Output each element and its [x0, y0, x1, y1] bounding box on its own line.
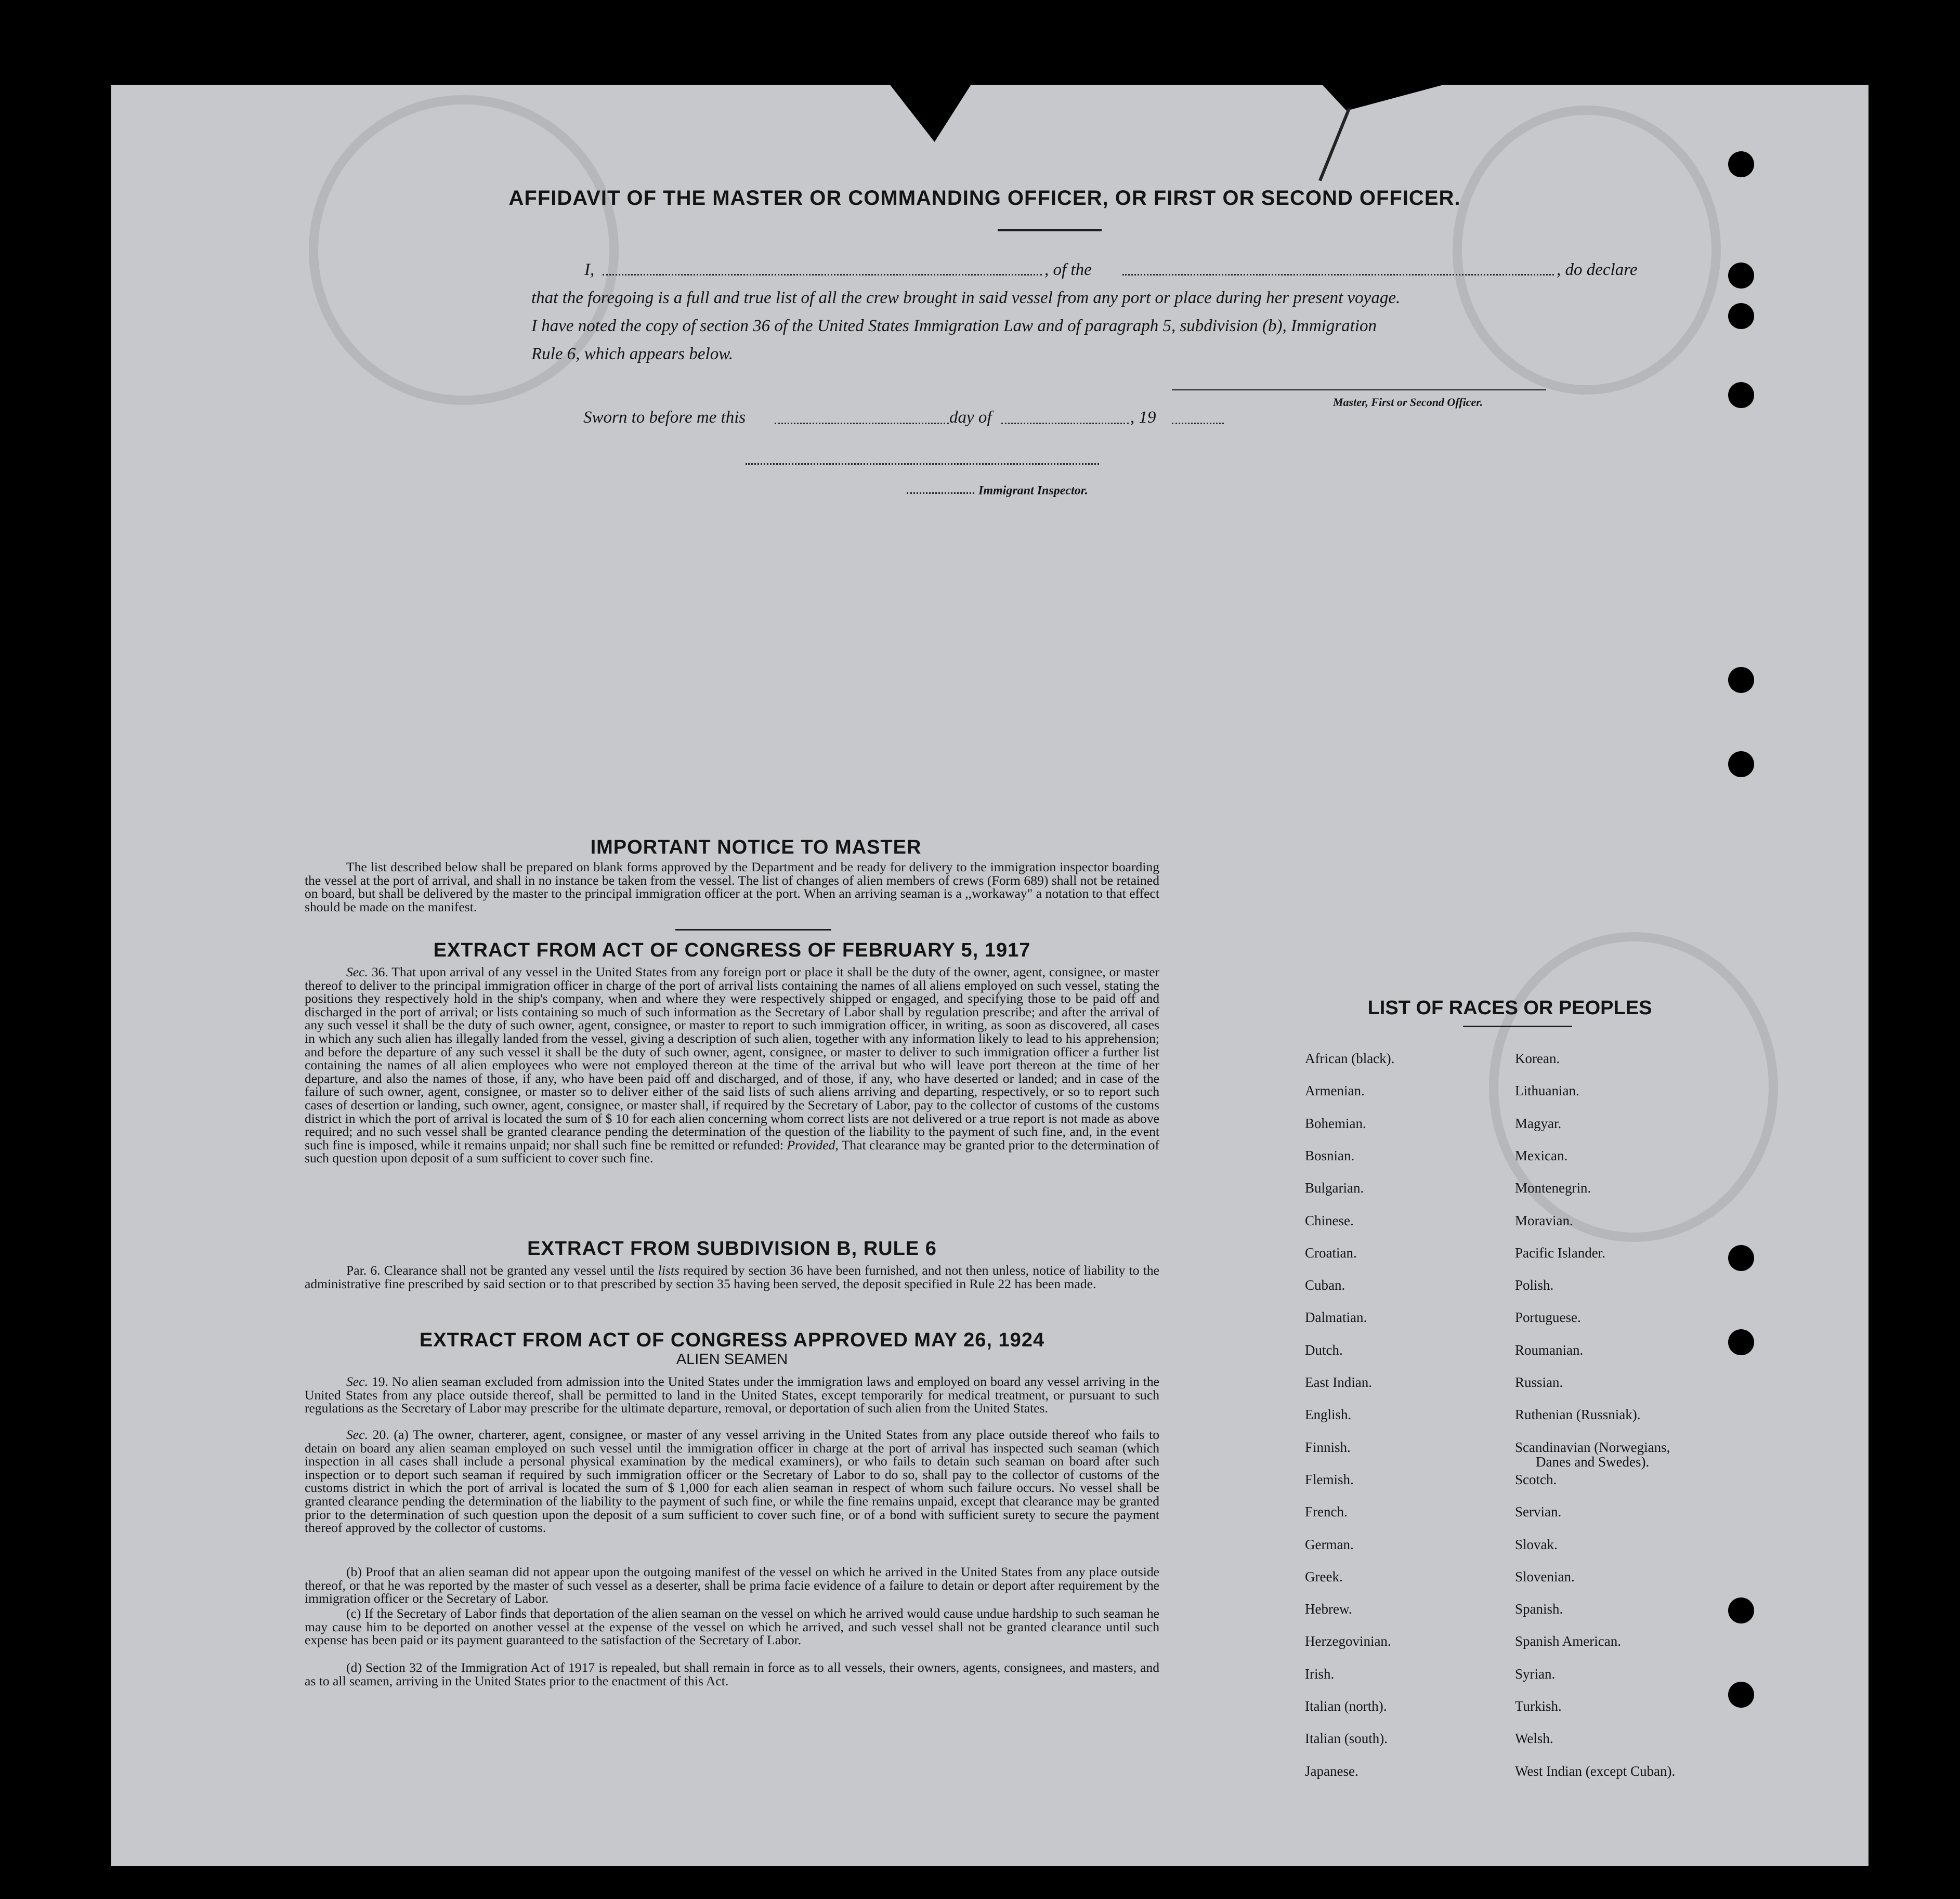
race-item: Scandinavian (Norwegians, [1515, 1439, 1670, 1455]
master-name-field[interactable] [603, 274, 1042, 276]
sec-19-text: 19. No alien seaman excluded from admission into the United States under the immigration laws and employed on board any vessel arriving in the United States from any place outside thereof, shall be permitted to land in the United States, except temporarily for medical treatment, or pursuant to such regulations as the Secretary of Labor may prescribe for the ultimate departure, removal, or deportation of such alien from the United States. [305, 1374, 1159, 1416]
act-1917-title: EXTRACT FROM ACT OF CONGRESS OF FEBRUARY 5, 1917 [433, 939, 1031, 961]
race-item: African (black). [1305, 1051, 1395, 1066]
act-1924-subtitle: ALIEN SEAMEN [676, 1351, 788, 1368]
race-item: Ruthenian (Russniak). [1515, 1407, 1641, 1423]
race-item: Greek. [1305, 1568, 1343, 1584]
race-item: Danes and Swedes). [1536, 1453, 1650, 1470]
punch-hole [1728, 1329, 1754, 1355]
divider [675, 929, 831, 931]
divider [1463, 1026, 1572, 1027]
act-1917-body: 36. That upon arrival of any vessel in the United States from any foreign port or place it shall be the duty of the owner, agent, consignee, or master thereof to deliver to the principal immigration officer in charge of the port of arrival lists containing the names of all aliens employed on such vessel, stating the positions they respectively hold in the ship's company, when and where they were respectively shipped or engaged, and specifying those to be paid off and discharged in the port of arrival; or lists containing so much of such information as the Secretary of Labor shall by regulation prescribe; and after the arrival of any such vessel it shall be the duty of such owner, agent, consignee, or master to report to such immigration officer, in writing, as soon as discovered, all cases in which any such alien has illegally landed from the vessel, giving a description of such alien, together with any information likely to lead to his apprehension; and before the departure of any such vessel it shall be the duty of such owner, agent, consignee, or master to deliver to such immigration officer a further list containing the names of all alien employees who were not employed thereon at the time of the arrival but who will leave port thereon at the time of her departure, and also the names of those, if any, who have been paid off and discharged, and of those, if any, who have deserted or landed; and in case of the failure of such owner, agent, consignee, or master so to deliver either of the said lists of such aliens arriving and departing, respectively, or so to report such cases of desertion or landing, such owner, agent, consignee, or master shall, if required by the Secretary of Labor, pay to the collector of customs of the customs district in which the port of arrival is located the sum of $ 10 for each alien concerning whom correct lists are not delivered or a true report is not made as above required; and no such vessel shall be granted clearance pending the determination of the question of the liability to the payment of such fine, and, in the event such fine is imposed, while it remains unpaid; nor shall such fine be remitted or refunded: [305, 964, 1159, 1153]
race-item: German. [1305, 1536, 1354, 1552]
punch-hole [1728, 382, 1754, 408]
race-item: Spanish. [1515, 1601, 1563, 1617]
sworn-day-field[interactable] [775, 423, 949, 424]
sworn-year-field[interactable] [1172, 423, 1224, 424]
affidavit-line-2: that the foregoing is a full and true list of all the crew brought in said vessel from any port or place during her present voyage. [531, 289, 1401, 307]
race-item: Turkish. [1515, 1698, 1562, 1714]
sworn-prefix: Sworn to before me this [583, 408, 746, 427]
rule-6-text [305, 1264, 1159, 1290]
punch-hole [1728, 1245, 1754, 1271]
affidavit-of-the: , of the [1044, 260, 1092, 279]
race-item: Bosnian. [1305, 1147, 1355, 1163]
race-item: Croatian. [1305, 1245, 1357, 1261]
act-1924-b: (b) Proof that an alien seaman did not appear upon the outgoing manifest of the vessel on which he arrived in the United States from any place outside thereof, or that he was reported by the master of such vessel as a deserter, shall be prima facie evidence of a failure to detain or deport after requirement by the immigration officer or the Secretary of Labor. [305, 1564, 1159, 1606]
race-item: Slovak. [1515, 1536, 1558, 1552]
act-1924-sec-20 [305, 1428, 1159, 1535]
act-1924-d: (d) Section 32 of the Immigration Act of 1917 is repealed, but shall remain in force as to all vessels, their owners, agents, consignees, and masters, and as to all seamen, arriving in the United States prior to the enactment of this Act. [305, 1660, 1159, 1688]
race-item: Italian (north). [1305, 1698, 1387, 1714]
race-item: English. [1305, 1407, 1352, 1423]
race-item: Japanese. [1305, 1763, 1358, 1779]
provided-label: Provided, [787, 1137, 839, 1153]
race-item: Finnish. [1305, 1439, 1351, 1455]
torn-edge [1317, 85, 1463, 111]
race-item: Roumanian. [1515, 1342, 1584, 1358]
act-1917-text [305, 965, 1159, 1165]
act-1917-body-end: That clearance may be granted prior to the determination of such question upon deposit of a sum sufficient to cover such fine. [305, 1137, 1159, 1166]
act-1924-c: (c) If the Secretary of Labor finds that deportation of the alien seaman on the vessel on which he arrived would cause undue hardship to such seaman he may cause him to be deported on another vessel at the expense of the vessel on which he arrived, and such vessel shall not be granted clearance until such expense has been paid or its payment guaranteed to the satisfaction of the Secretary of Labor. [305, 1606, 1159, 1648]
divider [998, 229, 1102, 231]
affidavit-line-4: Rule 6, which appears below. [531, 345, 734, 363]
signature-line[interactable] [1172, 389, 1546, 390]
race-item: Magyar. [1515, 1115, 1562, 1131]
race-item: East Indian. [1305, 1374, 1372, 1390]
race-item: Hebrew. [1305, 1601, 1352, 1617]
race-item: Polish. [1515, 1277, 1554, 1293]
document-page [111, 85, 1868, 1866]
race-item: Cuban. [1305, 1277, 1345, 1293]
notice-text: The list described below shall be prepared on blank forms approved by the Department and be ready for delivery to the immigration inspector boarding the vessel at the port of arrival, and shall in no instance be taken from the vessel. The list of changes of alien members of crews (Form 689) shall not be retained on board, but shall be delivered by the master to the principal immigration officer at the port. When an arriving seaman is a ,,workaway" a notation to that effect should be made on the manifest. [305, 859, 1159, 914]
paper-crack [1318, 108, 1351, 181]
race-item: Italian (south). [1305, 1731, 1388, 1747]
race-item: Flemish. [1305, 1471, 1354, 1487]
affidavit-i: I, [584, 260, 595, 279]
race-item: Armenian. [1305, 1083, 1365, 1099]
rule-6-text-a: Par. 6. Clearance shall not be granted any vessel until the [346, 1263, 655, 1278]
punch-hole [1728, 263, 1754, 289]
race-item: Dalmatian. [1305, 1309, 1367, 1326]
race-item: Scotch. [1515, 1471, 1557, 1487]
master-label: Master, First or Second Officer. [1333, 396, 1483, 409]
sec-20-text: 20. (a) The owner, charterer, agent, consignee, or master of any vessel arriving in the United States from any place outside thereof who fails to detain on board any alien seaman employed on such vessel until the immigration officer in charge at the port of arrival has inspected such seaman (which inspection in all cases shall include a personal physical examination by the medical examiners), or who fails to detain such seaman on board after such inspection or to deport such seaman if required by such immigration officer or the Secretary of Labor to do so, shall pay to the collector of customs of the customs district in which the port of arrival is located the sum of $ 1,000 for each alien seaman in respect of whom such failure occurs. No vessel shall be granted clearance pending the determination of the liability to the payment of such fine, or while the fine remains unpaid, except that clearance may be granted prior to the determination of such question upon the deposit of a sum sufficient to cover such fine, or of a bond with sufficient surety to secure the payment thereof approved by the collector of customs. [305, 1427, 1159, 1536]
race-item: Portuguese. [1515, 1309, 1581, 1326]
rule-6-title: EXTRACT FROM SUBDIVISION B, RULE 6 [527, 1238, 937, 1260]
affidavit-declare: , do declare [1557, 260, 1638, 279]
race-item: Syrian. [1515, 1666, 1556, 1682]
race-item: Bohemian. [1305, 1115, 1366, 1131]
race-item: Slovenian. [1515, 1568, 1575, 1584]
inspector-signature-field[interactable] [746, 463, 1099, 465]
sec-label: Sec. [346, 1374, 368, 1389]
sworn-month-field[interactable] [1001, 423, 1129, 424]
inspector-signature-line [907, 492, 974, 494]
sworn-year: , 19 [1130, 408, 1156, 427]
vessel-name-field[interactable] [1122, 274, 1554, 276]
race-item: Russian. [1515, 1374, 1563, 1390]
race-item: Servian. [1515, 1504, 1562, 1520]
race-item: Pacific Islander. [1515, 1245, 1605, 1261]
race-item: Korean. [1515, 1051, 1560, 1066]
race-item: French. [1305, 1504, 1348, 1520]
rule-6-lists: lists [658, 1263, 680, 1278]
act-1924-title: EXTRACT FROM ACT OF CONGRESS APPROVED MAY 26, 1924 [419, 1329, 1045, 1351]
affidavit-title: AFFIDAVIT OF THE MASTER OR COMMANDING OFFICER, OR FIRST OR SECOND OFFICER. [508, 187, 1461, 209]
race-item: Bulgarian. [1305, 1180, 1364, 1196]
punch-hole [1728, 151, 1754, 177]
punch-hole [1728, 751, 1754, 777]
sworn-day-of: day of [949, 408, 992, 427]
torn-edge [886, 85, 974, 142]
race-item: Welsh. [1515, 1731, 1553, 1747]
race-item: Chinese. [1305, 1212, 1354, 1228]
punch-hole [1728, 1682, 1754, 1708]
punch-hole [1728, 667, 1754, 693]
sec-label: Sec. [346, 964, 368, 979]
race-item: Irish. [1305, 1666, 1335, 1682]
race-item: Moravian. [1515, 1212, 1573, 1228]
race-item: Montenegrin. [1515, 1180, 1591, 1196]
rule-6-text-b: required by section 36 have been furnished, and not then unless, notice of liability to the administrative fine prescribed by said section or to that prescribed by section 35 having been served, the deposit specified in Rule 22 has been made. [305, 1263, 1159, 1291]
race-item: West Indian (except Cuban). [1515, 1763, 1676, 1779]
faint-seal [1453, 106, 1721, 395]
race-item: Herzegovinian. [1305, 1633, 1391, 1649]
inspector-label: Immigrant Inspector. [978, 484, 1088, 497]
sec-label: Sec. [346, 1427, 368, 1442]
race-item: Spanish American. [1515, 1633, 1621, 1649]
race-item: Mexican. [1515, 1147, 1568, 1163]
act-1924-sec-19 [305, 1375, 1159, 1415]
race-item: Dutch. [1305, 1342, 1343, 1358]
punch-hole [1728, 303, 1754, 329]
races-title: LIST OF RACES OR PEOPLES [1367, 997, 1652, 1019]
affidavit-line-3: I have noted the copy of section 36 of the United States Immigration Law and of paragraph 5, subdivision (b), Immigration [531, 317, 1377, 335]
punch-hole [1728, 1597, 1754, 1623]
notice-title: IMPORTANT NOTICE TO MASTER [590, 836, 922, 858]
race-item: Lithuanian. [1515, 1083, 1579, 1099]
